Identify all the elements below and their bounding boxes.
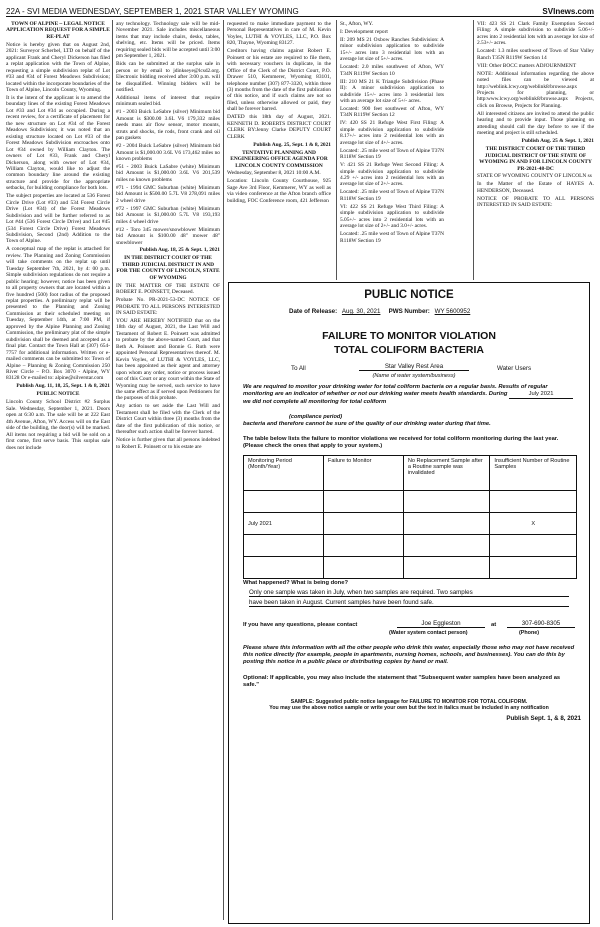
column-divider [473,20,474,280]
notice-paragraph: NOTICE OF PROBATE TO ALL PERSONS INTERESTED IN SAID ESTATE: [477,195,594,209]
contact-name: Joe Eggleston [397,620,485,628]
notice-heading: IN THE DISTRICT COURT OF THE THIRD JUDICIAL DISTRICT IN AND FOR THE COUNTY OF LINCOLN, STATE OF WYOMING [116,255,220,281]
notice-paragraph: VIII: Other BOCC matters ADJOURNMENT [477,62,577,69]
notice-paragraph: #2 - 2004 Buick LeSabre (silver) Minimum bid Amount is $1,000.00 3.6L V6 173,462 miles no known problems [116,143,220,163]
notice-paragraph: Probate No. PR-2021-53-DC NOTICE OF PROBATE TO ALL PERSONS INTERESTED IN SAID ESTATE: [116,297,220,317]
column-1 [6,21,110,916]
table-header-cell: No Replacement Sample after a Routine sample was invalidated [403,456,490,491]
notice-paragraph: Located: .25 mile west of Town of Alpine T37N R118W Section 19 [340,147,444,161]
table-header-cell: Failure to Monitor [323,456,403,491]
notice-paragraph: Bids can be submitted at the surplus sale in person or by email to jdinkseye@lcsd2.org. Electronic bidding received after 3:00 p.m. will be disqualified. Winning bidders will be notified. [116,61,220,94]
explanation-line-1: Only one sample was taken in July, when two samples are required. Two samples [249,589,569,597]
notice-paragraph: Any action to set aside the Last Will and Testament shall be filed with the Clerk of the District Court within three (3) months from the date of the first publication of this notice, or thereafter such action shall be forever barred. [116,403,220,436]
notice-paragraph: Located: .25 mile west of Town of Alpine T37N R118W Section 19 [340,231,444,244]
notice-paragraph: STATE OF WYOMING COUNTY OF LINCOLN ss [477,173,592,180]
notice-paragraph: The subject properties are located at 536 Forest Circle Drive (Lot #33) and 534 Forest Circle Drive (Lot #34) of the Forest Meadows Subdivision and will be further referred to as Lot #44 (536 Forest Circle Drive) and Lot #45 (534 Forest Circle Drive) Forest Meadows Subdivision, Second (2nd) Addition to the Town of Alpine. [6,193,110,245]
notice-body-1 [243,384,575,406]
page-header [6,2,594,16]
notice-paragraph: IV: 420 SS 21 Refuge West First Filing: A simple subdivision application to subdivide 8.17+/- acres into 2 residential lots with an average lot size of 4+/- acres. [340,120,444,146]
notice-heading: TENTATIVE PLANNING AND ENGINEERING OFFICE AGENDA FOR LINCOLN COUNTY COMMISSION [230,149,328,169]
notice-paragraph: #71 - 1994 GMC Suburban (white) Minimum bid Amount is $500.00 5.7L V8 278,091 miles 2 wheel drive [116,184,220,204]
column-2 [116,21,220,916]
notice-paragraph: A conceptual map of the replat is attached for review. The Planning and Zoning Commission will take comments on the replat up until Tuesday September 7th, 2021, by 4: 00 p.m. Simple subdivision regulations do not require a public hearing; however, notice has been given to all property owners that are located within a five hundred (500) foot radius of the proposed replat properties. A preliminary replat will be presented to the Planning and Zoning Commission at their scheduled meeting on Tuesday, September 14th, at 7:00 PM, if approved by the Alpine Planning and Zoning Commission, the preliminary plat of the simple subdivision shall be deemed and accepted as a final plat. Contact the Town Hall at (307) 654-7757 for additional information. Written or e-mailed comments can be submitted to: Town of Alpine – Planning & Zoning Commission 250 River Circle – P.O. Box 3070 - Alpine, WY 83128 Or e-mailed to: alpine@silverstar.com [6,246,110,382]
notice-paragraph: Creditors having claims against Robert E. Poinsett or his estate are required to file them, with necessary vouchers in duplicate, in the Office of the Clerk of the District Court, P.O. Drawer 510, Kemmerer, Wyoming 83101, telephone number (307) 877-3320, within three (3) months from the date of the first publication of this notice, and if such claims are not so filed, unless otherwise allowed or paid, they shall be forever barred. [227,48,331,113]
notice-paragraph: II: 209 MS 21 Oxbow Ranches Subdivision: A minor subdivision application to subdivide 15+/- acres into 3 residential lots with an average lot size of 5+/- acres. [340,36,444,63]
notice-paragraph: Wednesday, September 8, 2021 10:00 A.M. [227,170,321,177]
sample-line-1: SAMPLE: Suggested public notice language for FAILURE TO MONITOR FOR TOTAL COLIFORM. [290,699,528,705]
sample-line-2: You may use the above notice sample or write your own but the text in italics must be included in any notification [269,705,549,712]
notice-title: PUBLIC NOTICE [364,289,454,301]
column-4 [340,21,444,287]
sample-language-note [229,699,589,712]
header-rule [6,16,594,17]
notice-paragraph: #51 - 2003 Buick LaSabre (white) Minimum bid Amount is $1,000.00 3.6L V6 201,539 miles no known problems [116,164,220,183]
table-cell [323,513,403,535]
table-cell [490,557,577,579]
body1b-text: we did not complete all monitoring for total coliform [243,399,387,405]
pws-number: WY 5600952 [434,308,471,315]
table-cell [403,491,490,513]
monitoring-period: July 2021 [509,391,573,399]
notice-paragraph: In the Matter of the Estate of HAYES A. HENDERSON, Deceased. [477,181,594,194]
notice-paragraph: Located: 900 feet southwest of Afton, WY T34N R119W Section 12 [340,105,444,119]
contact-phone: 307-690-8305 [507,620,575,628]
column-3 [227,21,331,287]
notice-paragraph: Notice is further given that all persons indebted to Robert E. Poinsett or to his estate are [116,437,220,450]
header-right: SVInews.com [542,7,594,16]
table-cell [403,535,490,557]
table-header-row [244,456,577,491]
notice-paragraph: Notice is hereby given that on August 2nd, 2021: Surveyor Scherbel, LTD on behalf of the applicant Frank and Cheryl Dickerson has filed a replat application with the Town of Alpine, requesting a simple subdivision replat of Lot #33 and #34 of Forest Meadows Subdivision; located within the incorporate boundaries of the Town of Alpine, Lincoln County, Wyoming. [6,41,110,94]
table-cell [323,535,403,557]
publish-line: Publish Aug. 11, 18, 25, Sept. 1 & 8, 2021 [16,383,110,390]
share-instructions: Please share this information with all the other people who drink this water, especially those who may not have received this notice directly (for example, people in apartments, nursing homes, schools, and businesses). You can do this by posting this notice in a public place or distributing copies by hand or mail. [243,645,575,665]
pws-label: PWS Number: [388,308,430,315]
notice-paragraph: DATED this 18th day of August, 2021. KENNETH D. ROBERTS DISTRICT COURT CLERK BY:Jenny Clarke DEPUTY COURT CLERK [227,114,331,140]
column-5 [477,21,594,287]
notice-release-line [289,308,473,315]
explanation-line-2: have been taken in August. Current samples have been found safe. [249,599,569,607]
table-cell [323,491,403,513]
table-cell [244,557,324,579]
system-name-note: (Name of water system/business) [372,373,456,379]
questions-label: If you have any questions, please contact [243,622,358,628]
notice-paragraph: Located: 2.0 miles southwest of Afton, WY T34N R119W Section 10 [340,64,444,77]
table-cell [490,491,577,513]
notice-paragraph: I: Development report [340,28,388,35]
notice-paragraph: VII: 423 SS 21 Clark Family Exemption Second Filing: A simple subdivision to subdivide 5.06+/- acres into 2 residential lots with an average lot size of 2.53+/- acres. [477,21,594,47]
at-label: at [491,622,497,628]
notice-publish-line: Publish Sept. 1, & 8, 2021 [506,715,581,722]
table-header-cell: Monitoring Period (Month/Year) [244,456,324,491]
notice-paragraph: Lincoln County School District #2 Surplus Sale. Wednesday, September 1, 2021. Doors open at 6:30 a.m. The sale will be at 222 East 4th Avenue, Afton, WY. Access will on the East side of the building, the door(s) will be marked. All items not requiring a bid will be sold on a first come, first serve basis. This surplus sale does not include [6,399,110,451]
table-cell [403,557,490,579]
table-cell [323,557,403,579]
public-notice-box [228,282,590,924]
header-left: 22A - SVI MEDIA WEDNESDAY, SEPTEMBER 1, 2021 STAR VALLEY WYOMING [6,7,299,16]
notice-paragraph: It is the intent of the applicant is to amend the boundary lines of the existing Forest Meadows Lot #33 and Lot #34 as occupied. During a recent review, for a certificate of placement for the new structure on Lot #34 of the Forest Meadows Subdivision; it was noted that an existing structure located on Lot #33 of the Forest Meadows Subdivision encroaches onto Lot #34 owned by William Clayton. The owners of Lot #33, Frank and Cheryl Dickerson, along with owner of Lot #34, William Clayton, would like to adjust the common boundary line around the existing structure and provide for the appropriate setbacks, for building compliance for both lots. [6,94,110,192]
table-cell [490,535,577,557]
notice-heading-2: TOTAL COLIFORM BACTERIA [334,344,484,356]
notice-paragraph: IN THE MATTER OF THE ESTATE OF ROBERT E. POINSETT, Deceased. [116,282,220,296]
notice-paragraph: Located: .25 mile west of Town of Alpine T37N R118W Section 19 [340,189,444,202]
notice-paragraph: any technology. Technology sale will be mid-November 2021. Sale includes miscellaneous items that may include chairs, desks, tables, shelving, etc. Items will be priced. Items requiring sealed bids will be accepted until 3:00 pm September 1, 2021. [116,21,220,60]
table-cell [244,535,324,557]
water-users-label: Water Users [497,365,532,372]
column-divider [336,20,337,280]
column-divider [223,20,224,920]
notice-heading-1: FAILURE TO MONITOR VIOLATION [322,330,496,342]
table-cell [403,513,490,535]
notice-paragraph: YOU ARE HEREBY NOTIFIED that on the 18th day of August, 2021, the Last Will and Testament of Robert E. Poinsett was admitted to probate by the above-named Court, and that Beth A. Poinsett and Bonnie G. Ruth were appointed Personal Representatives thereof. M. Kevin Voyles, of LUTHI & VOYLES, LLC, has been appointed as their agent and attorney upon whom any order, notice or process issued out of this Court or any court within the State of Wyoming may be served, such service to have the same effect as if served upon Petitioners for the purposes of this probate. [116,317,220,402]
notice-paragraph: Additional items of interest that require minimum sealed bid. [116,94,220,108]
table-cell: X [490,513,577,535]
notice-paragraph: NOTE: Additional information regarding the above noted files can be viewed at http://weblink.lcwy.org/weblink8/browse.aspx Projects for planning, or http:www.lcwy.org/weblink8/browse.aspx Projects, click on Browse, Projects for Planning. [477,70,594,109]
table-header-cell: Insufficient Number of Routine Samples [490,456,577,491]
release-date: Aug. 30, 2021 [341,308,381,315]
notice-heading: PUBLIC NOTICE [36,391,80,398]
notice-paragraph: V: 421 SS 21 Refuge West Second Filing: A simple subdivision application to subdivide 4.29 +/- acres into 2 residential lots with an average lot size of 2+/- acres. [340,162,444,188]
publish-line: Publish Aug. 18, 25 & Sept. 1, 2021 [139,247,220,254]
notice-paragraph: #1 - 2003 Buick LeSabre (silver) Minimum bid Amount is $300.00 3.6L V6 179,332 miles needs mass air flow sensor, motor mounts, struts and shocks, tie rods, front crank and oil pan gaskets [116,109,220,142]
optional-statement: Optional: If applicable, you may also include the statement that "Subsequent water samples have been analyzed as safe." [243,675,561,688]
release-label: Date of Release: [289,308,338,315]
column-divider [112,20,113,920]
notice-paragraph: St., Afton, WY. [340,21,374,27]
notice-paragraph: #72 - 1997 GMC Suburban (white) Minimum bid Amount is $1,000.00 5.7L V8 193,193 miles 4 wheel drive [116,205,220,225]
notice-paragraph: All interested citizens are invited to attend the public hearing and to provide input. Those planning on attending should call the day before to see if the meeting and project is still scheduled. [477,110,594,137]
violations-table [243,455,577,579]
notice-paragraph: requested to make immediate payment to the Personal Representatives in care of M. Kevin Voyles, LUTHI & VOYLES, LLC, P.O. Box 820, Thayne, Wyoming 83127. [227,21,331,47]
contact-person-note: (Water system contact person) [389,630,468,636]
table-intro: The table below lists the failure to monitor violations we received for total coliform monitoring during the last year. (Please check the ones that apply to your system.) [243,436,559,449]
notice-paragraph: III: 210 MS 21 K Triangle Subdivision (Phase II): A minor subdivision application to subdivide 15+/- acres into 3 residential lots with an average lot size of 5+/- acres. [340,78,444,104]
phone-note: (Phone) [519,630,540,636]
notice-heading: TOWN OF ALPINE ~ LEGAL NOTICE APPLICATION REQUEST FOR A SIMPLE RE-PLAT [6,21,110,40]
publish-line: Publish Aug. 25 & Sept. 1, 2021 [521,138,594,145]
notice-paragraph: Location: Lincoln County Courthouse, 925 Sage Ave 3rd Floor, Kemmerer, WY as well as via video conference at the Afton branch office building, FOC Conference room, 421 Jefferson [227,178,331,204]
table-row [244,491,577,513]
notice-paragraph: Located: 1.3 miles southwest of Town of Star Valley Ranch T35N R119W Section 14 [477,48,594,61]
notice-paragraph: VI: 422 SS 21 Refuge West Third Filing: A simple subdivision application to subdivide 5.05+/- acres into 2 residential lots with an average lot size of 2+/- and 3.0+/- acres. [340,203,444,230]
notice-paragraph: #12 - Toro 345 mower/snowblower Minimum bid Amount is $100.00 48" mower 48" snowblower [116,226,220,246]
to-all-label: To All [291,365,306,372]
publish-line: Publish Aug. 25, Sept. 1 & 8, 2021 [253,141,331,148]
table-cell: July 2021 [244,513,324,535]
table-row [244,557,577,579]
notice-heading: THE DISTRICT COURT OF THE THIRD JUDICIAL DISTRICT OF THE STATE OF WYOMING IN AND FOR LINCOLN COUNTY PR-2021-48-DC [479,146,592,172]
body1-text: We are required to monitor your drinking water for total coliform bacteria on a regular basis. Results of regular monitoring are an indicator of whether or not our drinking water meets health standards. During [243,384,548,397]
table-row [244,513,577,535]
compliance-period-note: (compliance period) [289,414,343,420]
table-row [244,535,577,557]
system-name: Star Valley Rest Area [359,363,469,371]
table-cell [244,491,324,513]
what-happened-label: What happened? What is being done? [243,580,348,586]
notice-body-2: bacteria and therefore cannot be sure of the quality of our drinking water during that time. [243,421,491,427]
